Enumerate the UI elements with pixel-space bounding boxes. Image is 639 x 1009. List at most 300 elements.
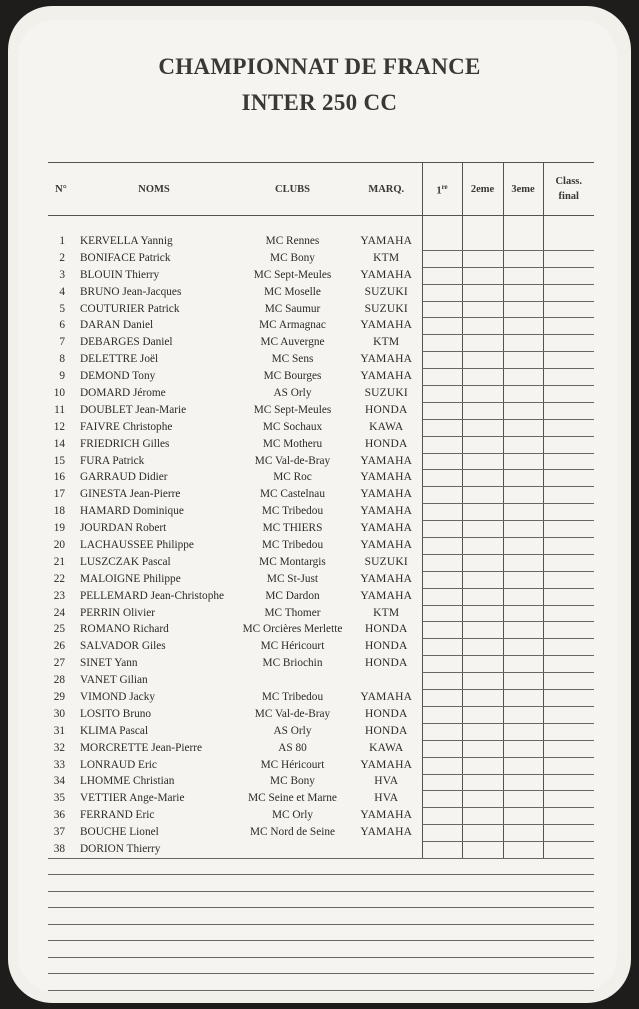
entry-number: 3	[59, 268, 65, 281]
final-rank-cell[interactable]	[543, 284, 594, 301]
final-rank-cell[interactable]	[543, 453, 594, 470]
entry-club: MC Héricourt	[260, 758, 325, 771]
score-2nd-cell[interactable]	[462, 554, 503, 571]
score-2nd-cell[interactable]	[462, 673, 503, 690]
score-1st-cell[interactable]	[422, 588, 462, 605]
score-1st-cell[interactable]	[422, 453, 462, 470]
table-header-row	[48, 163, 594, 216]
table-row	[48, 639, 594, 656]
score-3rd-cell[interactable]	[503, 436, 543, 453]
score-1st-cell[interactable]	[422, 740, 462, 757]
entry-make	[351, 673, 422, 690]
final-rank-cell[interactable]	[543, 487, 594, 504]
header-names: NOMS	[74, 163, 234, 216]
entry-number: 36	[53, 809, 65, 822]
score-3rd-cell[interactable]	[503, 470, 543, 487]
header-first-main: 1	[436, 185, 442, 197]
entry-name: MALOIGNE Philippe	[80, 572, 181, 585]
entry-make: YAMAHA	[360, 370, 413, 383]
score-3rd-cell[interactable]	[503, 234, 543, 250]
entry-number: 26	[53, 640, 65, 653]
table-row	[48, 825, 594, 842]
entry-make: HONDA	[364, 623, 408, 636]
entry-make: SUZUKI	[364, 387, 408, 399]
score-3rd-cell[interactable]	[503, 402, 543, 419]
entry-number: 5	[59, 302, 65, 315]
entry-make: SUZUKI	[364, 555, 408, 568]
entry-club: MC Rennes	[265, 235, 320, 248]
entry-name: DEBARGES Daniel	[80, 336, 173, 349]
final-rank-cell[interactable]	[543, 267, 594, 284]
blank-ruled-line	[48, 941, 594, 958]
entry-name: DELETTRE Joël	[80, 353, 159, 366]
spacer-row	[48, 216, 594, 235]
final-rank-cell[interactable]	[543, 723, 594, 740]
entry-name: DOUBLET Jean-Marie	[80, 403, 187, 416]
score-1st-cell[interactable]	[422, 284, 462, 301]
table-row	[48, 470, 594, 487]
final-rank-cell[interactable]	[543, 740, 594, 757]
entry-number: 19	[53, 522, 65, 535]
score-2nd-cell[interactable]	[462, 808, 503, 825]
entry-make: YAMAHA	[360, 826, 413, 839]
entry-number: 29	[53, 691, 65, 704]
score-1st-cell[interactable]	[422, 318, 462, 335]
table-row	[48, 284, 594, 301]
entry-number: 14	[53, 437, 65, 450]
entry-name: LHOMME Christian	[80, 775, 175, 788]
entry-make: YAMAHA	[360, 505, 413, 518]
entry-name: SALVADOR Giles	[80, 640, 166, 653]
score-2nd-cell[interactable]	[462, 656, 503, 673]
score-3rd-cell[interactable]	[503, 301, 543, 318]
final-rank-cell[interactable]	[543, 571, 594, 588]
score-1st-cell[interactable]	[422, 656, 462, 673]
score-1st-cell[interactable]	[422, 791, 462, 808]
table-row	[48, 301, 594, 318]
entry-club: MC Roc	[273, 471, 312, 484]
header-number: N°	[48, 163, 74, 216]
score-3rd-cell[interactable]	[503, 656, 543, 673]
final-rank-cell[interactable]	[543, 538, 594, 555]
entry-club: MC Sept-Meules	[253, 268, 332, 281]
entry-number: 20	[53, 539, 65, 552]
score-3rd-cell[interactable]	[503, 487, 543, 504]
entry-club: MC Bony	[270, 251, 315, 264]
score-2nd-cell[interactable]	[462, 419, 503, 436]
score-1st-cell[interactable]	[422, 335, 462, 352]
entry-make: HONDA	[364, 437, 408, 450]
score-3rd-cell[interactable]	[503, 571, 543, 588]
table-row	[48, 352, 594, 369]
final-rank-cell[interactable]	[543, 808, 594, 825]
entry-number: 23	[53, 589, 65, 602]
entry-make: KAWA	[369, 420, 404, 433]
entry-name: KERVELLA Yannig	[80, 235, 173, 248]
entry-club: AS Orly	[273, 387, 312, 399]
entry-make: YAMAHA	[360, 353, 413, 366]
score-3rd-cell[interactable]	[503, 605, 543, 622]
table-row	[48, 521, 594, 538]
entry-number: 11	[54, 403, 65, 416]
score-3rd-cell[interactable]	[503, 706, 543, 723]
score-3rd-cell[interactable]	[503, 622, 543, 639]
score-1st-cell[interactable]	[422, 808, 462, 825]
entry-name: MORCRETTE Jean-Pierre	[80, 741, 203, 754]
table-row	[48, 656, 594, 673]
blank-ruled-line	[48, 875, 594, 892]
score-1st-cell[interactable]	[422, 538, 462, 555]
entry-club: MC Nord de Seine	[249, 826, 336, 839]
entry-make: YAMAHA	[360, 539, 413, 552]
score-3rd-cell[interactable]	[503, 318, 543, 335]
entry-name: GARRAUD Didier	[80, 471, 168, 484]
score-1st-cell[interactable]	[422, 673, 462, 690]
entry-number: 2	[59, 251, 65, 264]
final-rank-cell[interactable]	[543, 386, 594, 403]
score-2nd-cell[interactable]	[462, 470, 503, 487]
final-rank-cell[interactable]	[543, 622, 594, 639]
entry-club: MC Orly	[271, 809, 314, 822]
entry-name: KLIMA Pascal	[80, 724, 149, 737]
score-3rd-cell[interactable]	[503, 808, 543, 825]
final-rank-cell[interactable]	[543, 234, 594, 250]
score-1st-cell[interactable]	[422, 504, 462, 521]
entry-club: MC Tribedou	[261, 539, 324, 552]
score-2nd-cell[interactable]	[462, 369, 503, 386]
score-1st-cell[interactable]	[422, 487, 462, 504]
entry-club: MC Castelnau	[260, 488, 325, 501]
score-3rd-cell[interactable]	[503, 386, 543, 403]
entry-name: HAMARD Dominique	[80, 505, 184, 518]
entry-list-body	[48, 216, 594, 859]
table-row	[48, 538, 594, 555]
entry-make: HVA	[374, 775, 399, 788]
score-2nd-cell[interactable]	[462, 706, 503, 723]
entry-number: 35	[53, 792, 65, 805]
entry-name: BOUCHE Lionel	[80, 826, 159, 839]
score-3rd-cell[interactable]	[503, 369, 543, 386]
entry-club: MC Val-de-Bray	[254, 707, 331, 720]
score-2nd-cell[interactable]	[462, 318, 503, 335]
table-row	[48, 571, 594, 588]
entry-club: MC Motheru	[262, 437, 323, 450]
score-2nd-cell[interactable]	[462, 538, 503, 555]
score-1st-cell[interactable]	[422, 301, 462, 318]
table-row	[48, 554, 594, 571]
final-rank-cell[interactable]	[543, 690, 594, 707]
blank-ruled-line	[48, 958, 594, 975]
entry-number: 4	[59, 285, 65, 298]
score-2nd-cell[interactable]	[462, 487, 503, 504]
score-3rd-cell[interactable]	[503, 673, 543, 690]
final-rank-cell[interactable]	[543, 706, 594, 723]
entry-make: YAMAHA	[360, 471, 413, 484]
score-3rd-cell[interactable]	[503, 335, 543, 352]
score-2nd-cell[interactable]	[462, 234, 503, 250]
entry-club: MC Bourges	[263, 370, 322, 383]
header-final	[543, 163, 594, 216]
score-2nd-cell[interactable]	[462, 791, 503, 808]
score-2nd-cell[interactable]	[462, 301, 503, 318]
table-row	[48, 740, 594, 757]
table-row	[48, 605, 594, 622]
final-rank-cell[interactable]	[543, 470, 594, 487]
entry-club: MC Héricourt	[260, 640, 325, 653]
score-2nd-cell[interactable]	[462, 436, 503, 453]
score-3rd-cell[interactable]	[503, 538, 543, 555]
final-rank-cell[interactable]	[543, 250, 594, 267]
entry-name: LOSITO Bruno	[80, 707, 152, 720]
final-rank-cell[interactable]	[543, 825, 594, 842]
score-2nd-cell[interactable]	[462, 504, 503, 521]
blank-ruled-line	[48, 842, 594, 859]
final-rank-cell[interactable]	[543, 605, 594, 622]
entry-number: 30	[53, 707, 65, 720]
score-3rd-cell[interactable]	[503, 740, 543, 757]
score-3rd-cell[interactable]	[503, 419, 543, 436]
score-3rd-cell[interactable]	[503, 791, 543, 808]
table-row	[48, 774, 594, 791]
score-2nd-cell[interactable]	[462, 402, 503, 419]
entry-name: LUSZCZAK Pascal	[80, 555, 171, 568]
blank-ruled-line	[48, 974, 594, 991]
entry-name: FRIEDRICH Gilles	[80, 437, 170, 450]
score-1st-cell[interactable]	[422, 521, 462, 538]
entry-make: HONDA	[364, 724, 408, 737]
entry-name: PERRIN Olivier	[80, 606, 155, 619]
entry-number: 34	[53, 775, 65, 788]
final-rank-cell[interactable]	[543, 369, 594, 386]
entry-number: 16	[53, 471, 65, 484]
entry-make: YAMAHA	[360, 691, 413, 704]
table-row	[48, 436, 594, 453]
table-row	[48, 757, 594, 774]
score-2nd-cell[interactable]	[462, 284, 503, 301]
entry-club: MC St-Just	[266, 572, 319, 585]
score-1st-cell[interactable]	[422, 554, 462, 571]
entry-number: 12	[53, 420, 65, 433]
score-1st-cell[interactable]	[422, 352, 462, 369]
final-rank-cell[interactable]	[543, 436, 594, 453]
entry-make: SUZUKI	[364, 285, 408, 298]
entry-name: FURA Patrick	[80, 454, 145, 467]
entry-name: SINET Yann	[80, 657, 138, 670]
blank-lines-area	[48, 842, 594, 991]
score-3rd-cell[interactable]	[503, 267, 543, 284]
final-rank-cell[interactable]	[543, 774, 594, 791]
score-1st-cell[interactable]	[422, 723, 462, 740]
final-rank-cell[interactable]	[543, 656, 594, 673]
entry-club: MC Sens	[271, 353, 314, 366]
page-title: CHAMPIONNAT DE FRANCE	[158, 54, 481, 79]
entry-number: 15	[53, 454, 65, 467]
entry-make: HVA	[374, 792, 399, 805]
final-rank-cell[interactable]	[543, 419, 594, 436]
entry-name: BONIFACE Patrick	[80, 251, 171, 264]
entry-name: DARAN Daniel	[80, 319, 154, 332]
score-1st-cell[interactable]	[422, 690, 462, 707]
entry-number: 9	[59, 370, 65, 383]
score-1st-cell[interactable]	[422, 470, 462, 487]
entry-number: 7	[59, 336, 65, 349]
entry-club: MC Tribedou	[261, 691, 324, 704]
score-1st-cell[interactable]	[422, 639, 462, 656]
table-row	[48, 690, 594, 707]
program-page	[8, 6, 631, 1003]
table-row	[48, 250, 594, 267]
score-2nd-cell[interactable]	[462, 740, 503, 757]
final-rank-cell[interactable]	[543, 791, 594, 808]
final-rank-cell[interactable]	[543, 639, 594, 656]
score-2nd-cell[interactable]	[462, 386, 503, 403]
score-2nd-cell[interactable]	[462, 757, 503, 774]
final-rank-cell[interactable]	[543, 352, 594, 369]
score-3rd-cell[interactable]	[503, 250, 543, 267]
score-2nd-cell[interactable]	[462, 690, 503, 707]
score-2nd-cell[interactable]	[462, 453, 503, 470]
entry-club: MC Sochaux	[262, 420, 323, 433]
entry-club: MC Armagnac	[259, 319, 326, 332]
entry-name: DOMARD Jérome	[80, 387, 166, 399]
entry-make: YAMAHA	[360, 522, 413, 535]
entry-club: MC THIERS	[262, 522, 323, 535]
entry-number: 38	[53, 843, 65, 856]
score-2nd-cell[interactable]	[462, 605, 503, 622]
entry-make: HONDA	[364, 640, 408, 653]
score-3rd-cell[interactable]	[503, 774, 543, 791]
entry-name: VETTIER Ange-Marie	[80, 792, 185, 805]
entry-name: VANET Gilian	[80, 674, 148, 687]
score-2nd-cell[interactable]	[462, 723, 503, 740]
score-3rd-cell[interactable]	[503, 825, 543, 842]
score-2nd-cell[interactable]	[462, 588, 503, 605]
entry-club: MC Bony	[270, 775, 315, 788]
page-subtitle: INTER 250 CC	[241, 90, 398, 115]
header-third: 3eme	[503, 163, 543, 216]
score-2nd-cell[interactable]	[462, 335, 503, 352]
score-1st-cell[interactable]	[422, 386, 462, 403]
entry-make: SUZUKI	[364, 302, 408, 315]
score-1st-cell[interactable]	[422, 622, 462, 639]
score-3rd-cell[interactable]	[503, 723, 543, 740]
entry-number: 18	[53, 505, 65, 518]
score-2nd-cell[interactable]	[462, 622, 503, 639]
score-3rd-cell[interactable]	[503, 639, 543, 656]
score-2nd-cell[interactable]	[462, 639, 503, 656]
final-rank-cell[interactable]	[543, 588, 594, 605]
score-2nd-cell[interactable]	[462, 825, 503, 842]
table-row	[48, 419, 594, 436]
entry-list-table	[48, 162, 594, 859]
final-rank-cell[interactable]	[543, 554, 594, 571]
entry-number: 28	[53, 674, 65, 687]
entry-make: YAMAHA	[360, 319, 413, 332]
header-final-line2: final	[558, 191, 579, 202]
entry-club: MC Saumur	[264, 302, 321, 315]
table-row	[48, 453, 594, 470]
score-3rd-cell[interactable]	[503, 352, 543, 369]
entry-make: HONDA	[364, 707, 408, 720]
score-1st-cell[interactable]	[422, 267, 462, 284]
entry-club: MC Auvergne	[260, 336, 325, 349]
score-3rd-cell[interactable]	[503, 588, 543, 605]
score-1st-cell[interactable]	[422, 369, 462, 386]
score-1st-cell[interactable]	[422, 250, 462, 267]
entry-make: HONDA	[364, 657, 408, 670]
entry-club: AS Orly	[273, 724, 312, 737]
entry-make: YAMAHA	[360, 268, 413, 281]
score-1st-cell[interactable]	[422, 234, 462, 250]
entry-club: MC Briochin	[262, 657, 323, 670]
entry-club: MC Val-de-Bray	[254, 454, 331, 467]
score-1st-cell[interactable]	[422, 402, 462, 419]
final-rank-cell[interactable]	[543, 521, 594, 538]
entry-number: 1	[59, 235, 65, 248]
entry-make: YAMAHA	[360, 572, 413, 585]
blank-ruled-line	[48, 908, 594, 925]
entry-name: ROMANO Richard	[80, 623, 169, 636]
final-rank-cell[interactable]	[543, 335, 594, 352]
final-rank-cell[interactable]	[543, 673, 594, 690]
final-rank-cell[interactable]	[543, 402, 594, 419]
score-3rd-cell[interactable]	[503, 504, 543, 521]
header-second: 2eme	[462, 163, 503, 216]
table-row	[48, 335, 594, 352]
entry-name: DORION Thierry	[80, 843, 161, 856]
entry-club: MC Moselle	[264, 285, 321, 298]
score-2nd-cell[interactable]	[462, 250, 503, 267]
table-row	[48, 706, 594, 723]
score-2nd-cell[interactable]	[462, 571, 503, 588]
score-1st-cell[interactable]	[422, 436, 462, 453]
final-rank-cell[interactable]	[543, 504, 594, 521]
entry-name: BRUNO Jean-Jacques	[80, 285, 182, 298]
score-1st-cell[interactable]	[422, 757, 462, 774]
score-1st-cell[interactable]	[422, 419, 462, 436]
score-2nd-cell[interactable]	[462, 267, 503, 284]
score-3rd-cell[interactable]	[503, 757, 543, 774]
score-3rd-cell[interactable]	[503, 554, 543, 571]
score-3rd-cell[interactable]	[503, 521, 543, 538]
final-rank-cell[interactable]	[543, 301, 594, 318]
table-row	[48, 723, 594, 740]
table-row	[48, 267, 594, 284]
entry-number: 27	[53, 657, 65, 670]
entry-make: KTM	[373, 336, 400, 349]
score-1st-cell[interactable]	[422, 571, 462, 588]
score-3rd-cell[interactable]	[503, 690, 543, 707]
score-3rd-cell[interactable]	[503, 453, 543, 470]
score-3rd-cell[interactable]	[503, 284, 543, 301]
score-1st-cell[interactable]	[422, 706, 462, 723]
score-1st-cell[interactable]	[422, 774, 462, 791]
score-2nd-cell[interactable]	[462, 352, 503, 369]
entry-name: DEMOND Tony	[80, 370, 156, 383]
entry-club: MC Dardon	[265, 589, 320, 602]
entry-name: COUTURIER Patrick	[80, 302, 180, 315]
final-rank-cell[interactable]	[543, 318, 594, 335]
score-1st-cell[interactable]	[422, 825, 462, 842]
score-2nd-cell[interactable]	[462, 521, 503, 538]
score-2nd-cell[interactable]	[462, 774, 503, 791]
entry-club: MC Orcières Merlette	[242, 623, 343, 636]
blank-ruled-line	[48, 925, 594, 942]
score-1st-cell[interactable]	[422, 605, 462, 622]
entry-make: KTM	[373, 251, 400, 264]
final-rank-cell[interactable]	[543, 757, 594, 774]
entry-make: YAMAHA	[360, 589, 413, 602]
